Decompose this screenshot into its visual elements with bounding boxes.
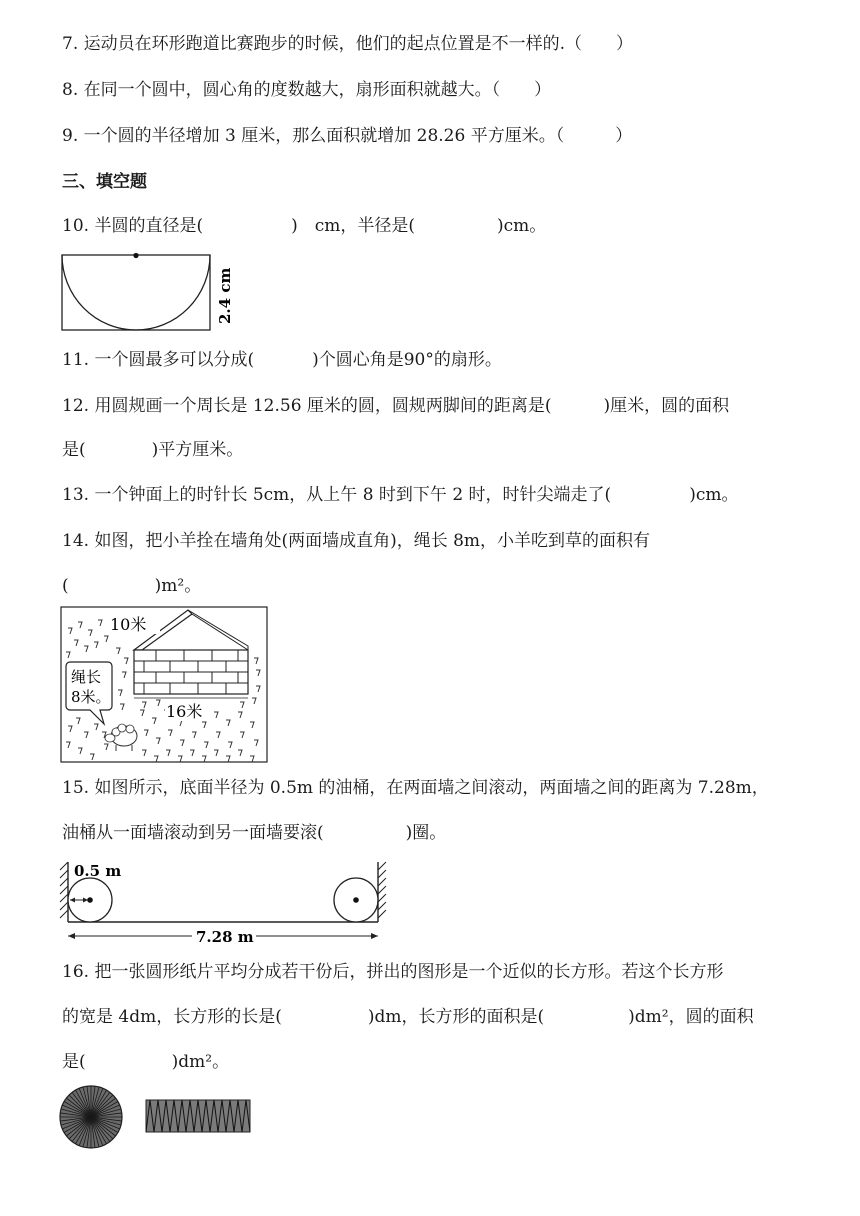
- semicircle-figure: [60, 252, 240, 334]
- question-14-text-a: 14. 如图，把小羊拴在墙角处(两面墙成直角)，绳长 8m，小羊吃到草的面积有: [62, 531, 651, 551]
- question-13-text-a: 13. 一个钟面上的时针长 5cm，从上午 8 时到下午 2 时，时针尖端走了(: [62, 485, 612, 505]
- question-10-text-c: )cm。: [496, 216, 547, 236]
- distance-arrow-right: [371, 933, 378, 939]
- question-9: [62, 124, 632, 148]
- section-title-text: 三、填空题: [62, 172, 147, 192]
- sector-circle: [60, 1086, 122, 1148]
- question-16-line-3: [62, 1050, 229, 1074]
- semicircle-height-label: 2.4 cm: [216, 267, 234, 324]
- bubble-text-line-2: 8米。: [71, 688, 111, 706]
- barrel-right-center: [353, 897, 359, 903]
- question-12-text-c: 是(: [62, 440, 86, 460]
- question-15-text-b: 油桶从一面墙滚动到另一面墙要滚(: [62, 823, 324, 843]
- question-10-text-b: ) cm，半径是(: [291, 216, 415, 236]
- semicircle-bounding-rect: [62, 255, 210, 330]
- question-10-text-a: 10. 半圆的直径是(: [62, 216, 204, 236]
- question-16-text-b: 的宽是 4dm，长方形的长是(: [62, 1007, 282, 1027]
- right-wall: [378, 862, 386, 922]
- question-12-text-d: )平方厘米。: [151, 440, 244, 460]
- question-12-line-2: [62, 438, 243, 462]
- question-11-text-a: 11. 一个圆最多可以分成(: [62, 350, 255, 370]
- question-13-text-b: )cm。: [689, 485, 739, 505]
- question-16-line-2: [62, 1005, 754, 1029]
- question-14-text-c: )m²。: [154, 576, 202, 596]
- semicircle-center-dot: [133, 253, 138, 258]
- question-16-text-c: )dm，长方形的面积是(: [367, 1007, 545, 1027]
- barrel-walls-figure: [58, 856, 394, 946]
- semicircle-arc: [62, 255, 210, 330]
- question-7-text: 7. 运动员在环形跑道比赛跑步的时候，他们的起点位置是不一样的.（ ）: [62, 34, 634, 54]
- question-12-text-a: 12. 用圆规画一个周长是 12.56 厘米的圆，圆规两脚间的距离是(: [62, 396, 552, 416]
- question-16-text-d: )dm²，圆的面积: [628, 1007, 754, 1027]
- question-16-text-f: )dm²。: [171, 1052, 230, 1072]
- question-12-line-1: [62, 394, 729, 418]
- radius-label: 0.5 m: [74, 862, 122, 880]
- question-13: [62, 483, 738, 507]
- question-14-line-1: [62, 529, 650, 553]
- wall-label-10m: 10米: [110, 615, 147, 634]
- question-11: [62, 348, 502, 372]
- wall-label-16m: 16米: [166, 702, 203, 721]
- question-14-line-2: [62, 574, 201, 598]
- question-14-text-b: (: [62, 576, 69, 596]
- question-16-line-1: [62, 960, 723, 984]
- question-10: [62, 214, 546, 238]
- question-7: [62, 32, 633, 56]
- question-15-text-a: 15. 如图所示，底面半径为 0.5m 的油桶，在两面墙之间滚动，两面墙之间的距离为 7.28m，: [62, 778, 769, 798]
- distance-arrow-left: [68, 933, 75, 939]
- question-15-text-c: )圈。: [405, 823, 447, 843]
- question-16-text-a: 16. 把一张圆形纸片平均分成若干份后，拼出的图形是一个近似的长方形。若这个长方形: [62, 962, 724, 982]
- question-9-text: 9. 一个圆的半径增加 3 厘米，那么面积就增加 28.26 平方厘米。（ ）: [62, 126, 633, 146]
- barrel-left-center: [87, 897, 93, 903]
- question-16-text-e: 是(: [62, 1052, 86, 1072]
- brick-wall: [134, 650, 248, 694]
- question-15-line-1: [62, 776, 769, 800]
- left-wall: [60, 862, 68, 922]
- question-15-line-2: [62, 821, 446, 845]
- circle-rectangle-figure: [58, 1084, 258, 1152]
- rearranged-rectangle: [146, 1100, 250, 1132]
- distance-label: 7.28 m: [196, 928, 254, 946]
- question-8: [62, 78, 551, 102]
- bubble-text-line-1: 绳长: [71, 668, 102, 686]
- section-title-fill-in: [62, 170, 147, 194]
- question-8-text: 8. 在同一个圆中，圆心角的度数越大，扇形面积就越大。（ ）: [62, 80, 552, 100]
- question-11-text-b: )个圆心角是90°的扇形。: [312, 350, 502, 370]
- sheep-wall-figure: [60, 606, 270, 764]
- question-12-text-b: )厘米，圆的面积: [603, 396, 730, 416]
